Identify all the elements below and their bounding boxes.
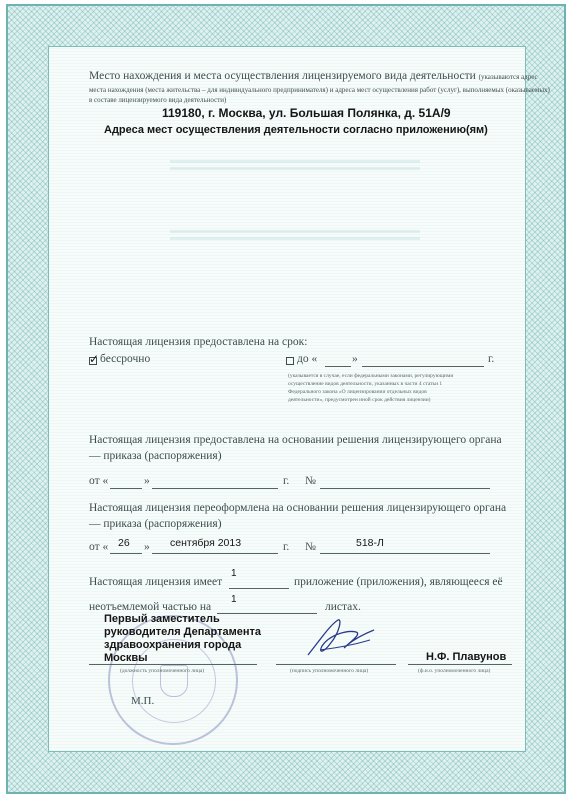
signature-line [276, 664, 396, 665]
caption-position: (должность уполномоченного лица) [120, 668, 205, 674]
signatory-position-line: Первый заместитель [104, 613, 220, 625]
check-mark-icon: ✓ [89, 352, 100, 366]
indefinite-label: бессрочно [100, 353, 151, 365]
appendix-sheets: 1 [231, 594, 237, 605]
signatory-position-line: Москвы [104, 652, 148, 664]
basis-from-label: от « [89, 475, 109, 487]
until-quote-close: » [352, 353, 358, 365]
appendix-line1-start: Настоящая лицензия имеет [89, 576, 223, 588]
appendix-count-line [229, 588, 289, 589]
reissue-from-label: от « [89, 541, 109, 553]
stamp-label: М.П. [131, 695, 155, 707]
signatory-position [104, 613, 261, 665]
basis-number-label: № [305, 475, 316, 487]
reissue-day: 26 [118, 537, 130, 549]
appendix-line2-start: неотъемлемой частью на [89, 601, 212, 613]
name-line [408, 664, 512, 665]
until-day-line [325, 366, 351, 367]
handwritten-signature [300, 610, 380, 665]
signatory-position-line: руководителя Департамента [104, 626, 262, 638]
caption-name: (ф.и.о. уполномоченного лица) [418, 668, 491, 674]
reissue-line2: — приказа (распоряжения) [89, 518, 222, 530]
basis-year-label: г. [283, 475, 290, 487]
header-title-main: Место нахождения и места осуществления лицензируемого вида деятельности [89, 70, 476, 82]
term-note: (указывается в случае, если федеральными законами, регулирующими осуществление видов деятельности, указанных в части 4 статьи 1 Федерального закона «О лицензировании отдельных видов деятельности», предусмотрен иной срок действия лицензии) [288, 373, 454, 403]
reissue-number-line [320, 553, 490, 554]
reissue-number: 518-Л [356, 537, 384, 549]
reissue-year-label: г. [283, 541, 290, 553]
header-note-line3: в составе лицензируемого вида деятельности) [89, 96, 227, 104]
signatory-name: Н.Ф. Плавунов [426, 651, 507, 663]
header-title [89, 70, 538, 82]
reissue-month-year: сентября 2013 [170, 537, 242, 549]
position-signature-line [89, 664, 257, 665]
appendix-count: 1 [231, 568, 237, 579]
addresses-appendix-note: Адреса мест осуществления деятельности согласно приложению(ям) [104, 124, 488, 136]
basis-day-line [110, 488, 142, 489]
appendix-line1-end: приложение (приложения), являющееся её [294, 576, 503, 588]
background-watermark [170, 160, 420, 240]
header-note-line2: места нахождения (места жительства – для индивидуального предпринимателя) и адреса мест осуществления работ (услуг), выполняемых (оказываемых) [89, 86, 550, 94]
reissue-quote-close: » [144, 541, 150, 553]
appendix-line2-end: листах. [325, 601, 361, 613]
reissue-number-label: № [305, 541, 316, 553]
caption-signature: (подпись уполномоченного лица) [290, 668, 369, 674]
reissue-month-line [152, 553, 278, 554]
header-note-inline: (указываются адрес [478, 73, 538, 81]
until-label: до « [297, 353, 318, 365]
until-month-line [362, 366, 484, 367]
basis-line2: — приказа (распоряжения) [89, 450, 222, 462]
basis-month-line [152, 488, 278, 489]
until-year-label: г. [488, 353, 495, 365]
reissue-line1: Настоящая лицензия переоформлена на основании решения лицензирующего органа [89, 502, 507, 514]
basis-number-line [320, 488, 490, 489]
basis-quote-close: » [144, 475, 150, 487]
indefinite-checkbox [89, 352, 100, 366]
until-checkbox [286, 357, 294, 365]
basis-line1: Настоящая лицензия предоставлена на основании решения лицензирующего органа [89, 434, 502, 446]
license-address: 119180, г. Москва, ул. Большая Полянка, д. 51А/9 [162, 106, 451, 120]
signatory-position-line: здравоохранения города [104, 639, 242, 651]
reissue-day-line [110, 553, 142, 554]
term-label: Настоящая лицензия предоставлена на срок: [89, 336, 308, 348]
